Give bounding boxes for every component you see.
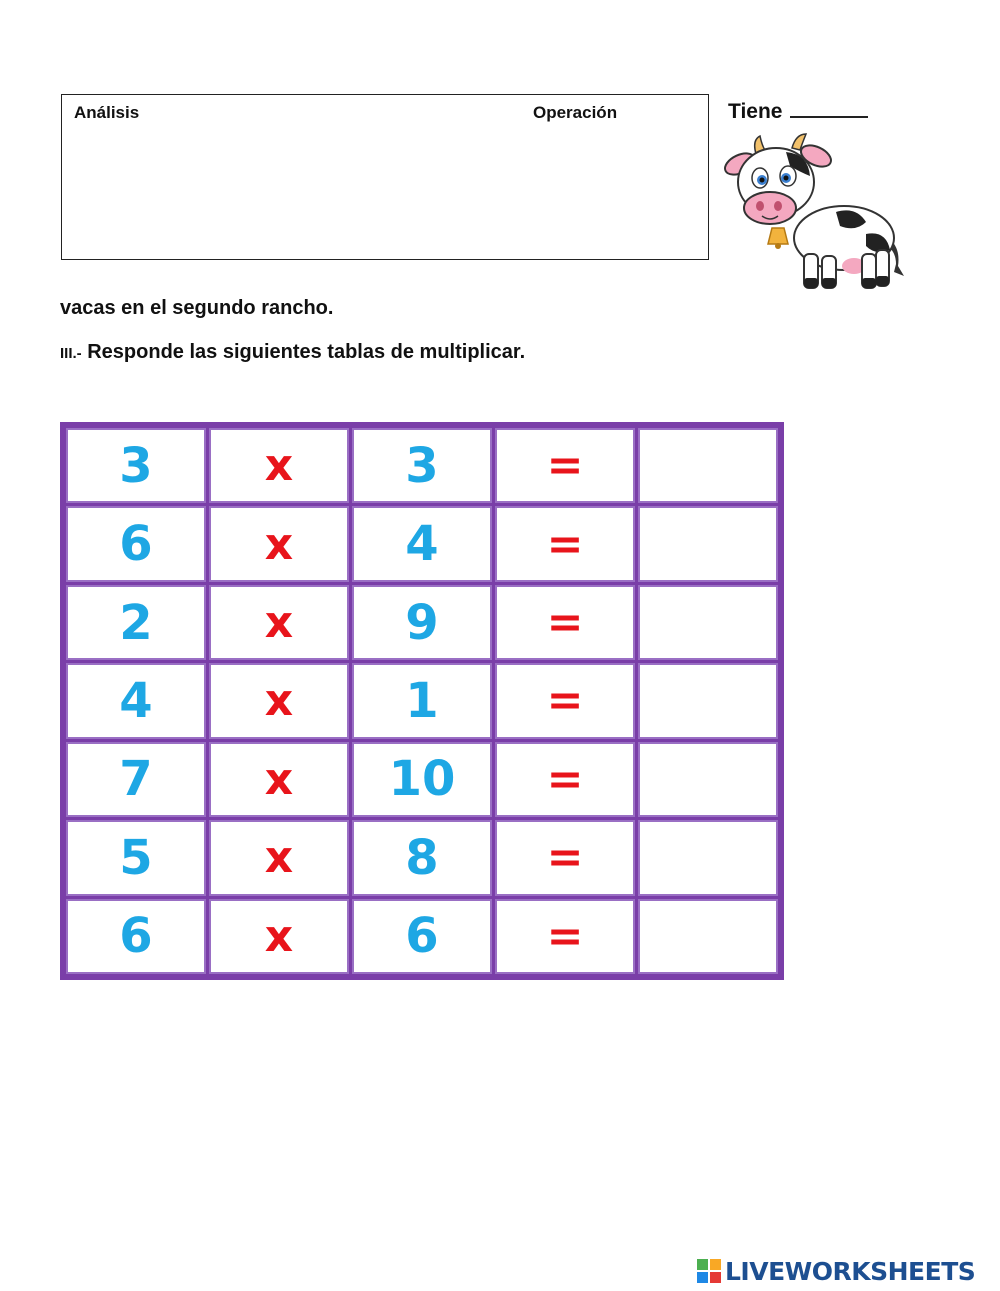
answer-input[interactable] <box>638 585 778 660</box>
section-number: III.- <box>60 345 82 362</box>
section-title: Responde las siguientes tablas de multiplicar. <box>81 341 526 363</box>
cow-illustration <box>716 126 912 298</box>
equals-sign: = <box>495 663 635 738</box>
tiene-label: Tiene <box>728 100 783 123</box>
analysis-box[interactable] <box>61 94 709 260</box>
tiene-answer <box>728 98 868 124</box>
factor-b: 9 <box>352 585 492 660</box>
answer-input[interactable] <box>638 899 778 974</box>
times-sign: x <box>209 506 349 581</box>
factor-b: 8 <box>352 820 492 895</box>
factor-a: 5 <box>66 820 206 895</box>
times-sign: x <box>209 663 349 738</box>
times-sign: x <box>209 820 349 895</box>
factor-a: 7 <box>66 742 206 817</box>
factor-a: 4 <box>66 663 206 738</box>
liveworksheets-logo-icon <box>697 1259 721 1283</box>
answer-input[interactable] <box>638 506 778 581</box>
equals-sign: = <box>495 820 635 895</box>
factor-a: 3 <box>66 428 206 503</box>
operation-label: Operación <box>533 103 618 122</box>
factor-b: 10 <box>352 742 492 817</box>
times-sign: x <box>209 899 349 974</box>
factor-a: 2 <box>66 585 206 660</box>
tiene-answer-blank[interactable] <box>790 98 868 118</box>
equals-sign: = <box>495 742 635 817</box>
answer-input[interactable] <box>638 428 778 503</box>
times-sign: x <box>209 428 349 503</box>
factor-b: 6 <box>352 899 492 974</box>
times-sign: x <box>209 742 349 817</box>
answer-input[interactable] <box>638 663 778 738</box>
times-sign: x <box>209 585 349 660</box>
equals-sign: = <box>495 899 635 974</box>
equals-sign: = <box>495 506 635 581</box>
equals-sign: = <box>495 428 635 503</box>
factor-b: 3 <box>352 428 492 503</box>
section-heading <box>60 341 525 364</box>
liveworksheets-brand <box>697 1256 975 1286</box>
text-line-1: vacas en el segundo rancho. <box>60 297 334 319</box>
factor-a: 6 <box>66 899 206 974</box>
multiplication-table <box>60 422 784 980</box>
brand-text: LIVEWORKSHEETS <box>725 1256 976 1286</box>
analysis-label: Análisis <box>74 103 140 122</box>
factor-b: 4 <box>352 506 492 581</box>
answer-input[interactable] <box>638 820 778 895</box>
factor-a: 6 <box>66 506 206 581</box>
equals-sign: = <box>495 585 635 660</box>
factor-b: 1 <box>352 663 492 738</box>
answer-input[interactable] <box>638 742 778 817</box>
